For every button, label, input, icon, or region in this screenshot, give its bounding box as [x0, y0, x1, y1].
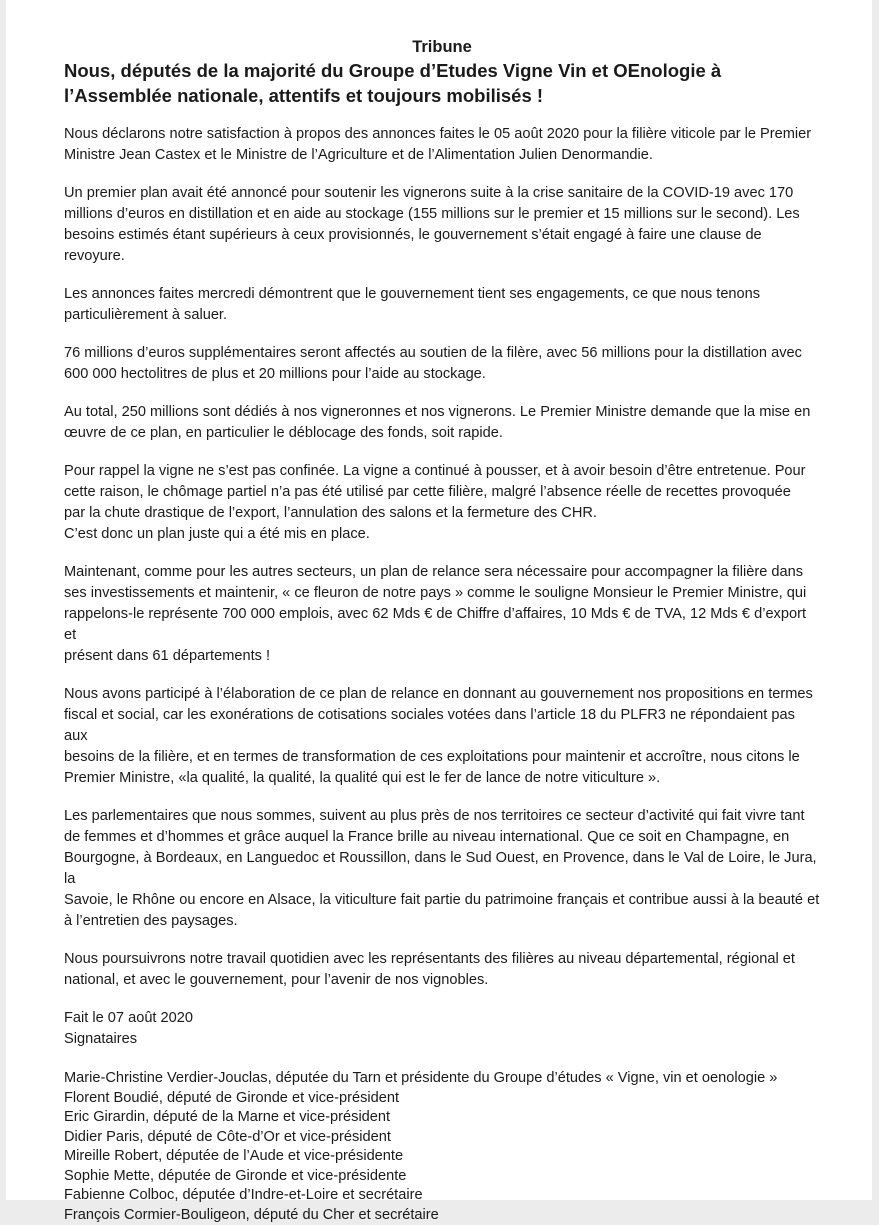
signature-header	[64, 1008, 820, 1050]
signatory-item: Eric Girardin, député de la Marne et vice-président	[64, 1108, 820, 1128]
paragraph: 76 millions d’euros supplémentaires seront affectés au soutien de la filère, avec 56 millions pour la distillation avec 600 000 hectolitres de plus et 20 millions pour l’aide au stockage.	[64, 343, 820, 385]
signatory-item: Sophie Mette, députée de Gironde et vice-présidente	[64, 1167, 820, 1187]
signatory-item: François Cormier-Bouligeon, député du Cher et secrétaire	[64, 1206, 820, 1225]
paragraph: Nous déclarons notre satisfaction à propos des annonces faites le 05 août 2020 pour la filière viticole par le Premier Ministre Jean Castex et le Ministre de l’Agriculture et de l’Alimentation Julien Denormandie.	[64, 124, 820, 166]
paragraph: Au total, 250 millions sont dédiés à nos vigneronnes et nos vignerons. Le Premier Ministre demande que la mise en œuvre de ce plan, en particulier le déblocage des fonds, soit rapide.	[64, 402, 820, 444]
signatories-label: Signataires	[64, 1029, 820, 1050]
paragraph: Nous poursuivrons notre travail quotidien avec les représentants des filières au niveau départemental, régional et national, et avec le gouvernement, pour l’avenir de nos vignobles.	[64, 949, 820, 991]
document-label: Tribune	[64, 36, 820, 58]
paragraph: Maintenant, comme pour les autres secteurs, un plan de relance sera nécessaire pour accompagner la filière dans ses investissements et maintenir, « ce fleuron de notre pays » comme le souligne Monsieur le Premier Ministre, qui rappelons-le représente 700 000 emplois, avec 62 Mds € de Chiffre d’affaires, 10 Mds € de TVA, 12 Mds € d’export et présent dans 61 départements !	[64, 562, 820, 667]
document-headline: Nous, députés de la majorité du Groupe d’Etudes Vigne Vin et OEnologie à l’Assemblée nationale, attentifs et toujours mobilisés !	[64, 58, 820, 108]
document-page	[6, 0, 872, 1200]
signatory-item: Fabienne Colboc, députée d’Indre-et-Loire et secrétaire	[64, 1186, 820, 1206]
document-body	[64, 124, 820, 991]
signatory-item: Didier Paris, député de Côte-d’Or et vice-président	[64, 1128, 820, 1148]
signatory-item: Florent Boudié, député de Gironde et vice-président	[64, 1089, 820, 1109]
paragraph: Les parlementaires que nous sommes, suivent au plus près de nos territoires ce secteur d’activité qui fait vivre tant de femmes et d’hommes et grâce auquel la France brille au niveau international. Que ce soit en Champagne, en Bourgogne, à Bordeaux, en Languedoc et Roussillon, dans le Sud Ouest, en Provence, dans le Val de Loire, le Jura, la Savoie, le Rhône ou encore en Alsace, la viticulture fait partie du patrimoine français et contribue aussi à la beauté et à l’entretien des paysages.	[64, 806, 820, 932]
signatory-item: Mireille Robert, députée de l’Aude et vice-présidente	[64, 1147, 820, 1167]
signatory-item: Marie-Christine Verdier-Jouclas, députée du Tarn et présidente du Groupe d’études « Vigne, vin et oenologie »	[64, 1069, 820, 1089]
signatories-list	[64, 1069, 820, 1225]
paragraph: Pour rappel la vigne ne s’est pas confinée. La vigne a continué à pousser, et à avoir besoin d’être entretenue. Pour cette raison, le chômage partiel n’a pas été utilisé par cette filière, malgré l’absence réelle de recettes provoquée par la chute drastique de l’export, l’annulation des salons et la fermeture des CHR. C’est donc un plan juste qui a été mis en place.	[64, 461, 820, 545]
paragraph: Nous avons participé à l’élaboration de ce plan de relance en donnant au gouvernement nos propositions en termes fiscal et social, car les exonérations de cotisations sociales votées dans l’article 18 du PLFR3 ne répondaient pas aux besoins de la filière, et en termes de transformation de ces exploitations pour maintenir et accroître, nous citons le Premier Ministre, «la qualité, la qualité, la qualité qui est le fer de lance de notre viticulture ».	[64, 684, 820, 789]
date-line: Fait le 07 août 2020	[64, 1008, 820, 1029]
paragraph: Les annonces faites mercredi démontrent que le gouvernement tient ses engagements, ce que nous tenons particulièrement à saluer.	[64, 284, 820, 326]
paragraph: Un premier plan avait été annoncé pour soutenir les vignerons suite à la crise sanitaire de la COVID-19 avec 170 millions d’euros en distillation et en aide au stockage (155 millions sur le premier et 15 millions sur le second). Les besoins estimés étant supérieurs à ceux provisionnés, le gouvernement s’était engagé à faire une clause de revoyure.	[64, 183, 820, 267]
